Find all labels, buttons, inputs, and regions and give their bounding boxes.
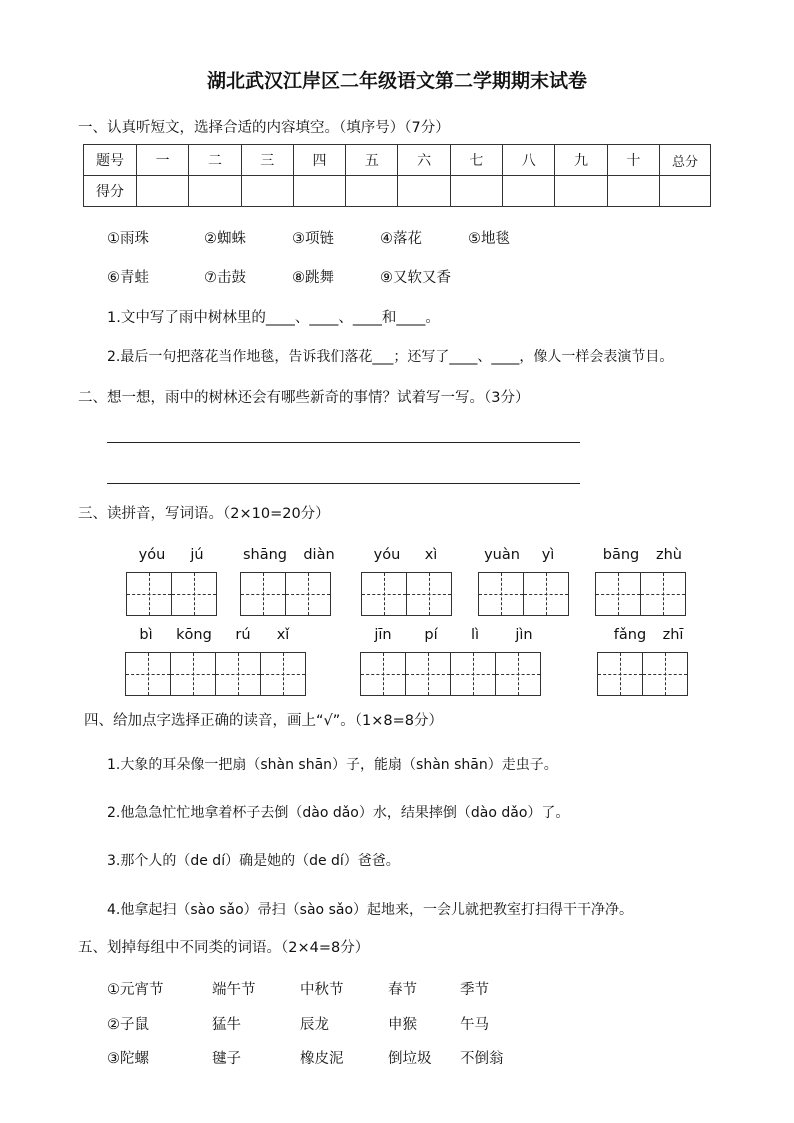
pinyin-label: rú <box>235 627 251 643</box>
answer-line[interactable] <box>107 483 580 484</box>
score-input-cell[interactable] <box>293 176 345 207</box>
pinyin-label: bāng <box>602 547 640 563</box>
writing-grid[interactable] <box>478 572 569 616</box>
pinyin-label: pí <box>424 627 438 643</box>
score-table <box>83 144 711 207</box>
question-4-4: 4.他拿起扫（sào sǎo）帚扫（sào sǎo）起地来，一会儿就把教室打扫得干干净净。 <box>107 902 634 918</box>
writing-cell[interactable] <box>596 572 641 616</box>
score-table-header-row <box>84 145 711 176</box>
writing-cell[interactable] <box>598 652 643 696</box>
word-item[interactable]: 申猴 <box>388 1017 417 1033</box>
writing-grid[interactable] <box>595 572 686 616</box>
section3-heading: 三、读拼音，写词语。（2×10=20分） <box>78 506 330 522</box>
section5-heading: 五、划掉每组中不同类的词语。（2×4=8分） <box>78 940 370 956</box>
word-item[interactable]: ③陀螺 <box>107 1051 149 1067</box>
writing-cell[interactable] <box>171 652 216 696</box>
writing-grid[interactable] <box>126 572 217 616</box>
word-item[interactable]: 不倒翁 <box>460 1051 504 1067</box>
score-input-cell[interactable] <box>503 176 555 207</box>
score-input-cell[interactable] <box>241 176 293 207</box>
score-row-label: 得分 <box>84 176 137 207</box>
option-item: ④落花 <box>380 231 422 247</box>
writing-cell[interactable] <box>641 572 686 616</box>
pinyin-label: jú <box>190 547 204 563</box>
pinyin-label: yóu <box>373 547 401 563</box>
writing-cell[interactable] <box>643 652 688 696</box>
score-table-cell: 六 <box>398 145 450 176</box>
option-item: ⑥青蛙 <box>107 270 149 286</box>
page-title: 湖北武汉江岸区二年级语文第二学期期末试卷 <box>206 70 587 92</box>
score-table-cell: 九 <box>555 145 607 176</box>
pinyin-label: diàn <box>303 547 335 563</box>
pinyin-label: kōng <box>176 627 212 643</box>
score-table-cell: 一 <box>137 145 189 176</box>
writing-grid[interactable] <box>125 652 306 696</box>
writing-cell[interactable] <box>216 652 261 696</box>
score-table-score-row <box>84 176 711 207</box>
writing-grid[interactable] <box>361 572 452 616</box>
pinyin-label: zhī <box>662 627 684 643</box>
word-item[interactable]: 中秋节 <box>300 982 344 998</box>
writing-grid[interactable] <box>597 652 688 696</box>
writing-grid[interactable] <box>360 652 541 696</box>
score-input-cell[interactable] <box>137 176 189 207</box>
pinyin-label: lì <box>470 627 480 643</box>
word-item[interactable]: 辰龙 <box>300 1017 329 1033</box>
writing-cell[interactable] <box>451 652 496 696</box>
score-table-cell: 五 <box>346 145 398 176</box>
pinyin-label: zhù <box>656 547 682 563</box>
section2-heading: 二、想一想，雨中的树林还会有哪些新奇的事情？试着写一写。（3分） <box>78 390 530 406</box>
writing-cell[interactable] <box>479 572 524 616</box>
pinyin-label: xì <box>424 547 438 563</box>
pinyin-label: yóu <box>138 547 166 563</box>
writing-cell[interactable] <box>524 572 569 616</box>
question-1-1: 1.文中写了雨中树林里的____、____、____和____。 <box>107 310 440 326</box>
score-table-cell: 七 <box>450 145 502 176</box>
question-4-1: 1.大象的耳朵像一把扇（shàn shān）子，能扇（shàn shān）走虫子。 <box>107 757 558 773</box>
word-item[interactable]: 春节 <box>388 982 417 998</box>
question-1-2: 2.最后一句把落花当作地毯，告诉我们落花___；还写了____、____，像人一样会表演节目。 <box>107 349 674 365</box>
writing-cell[interactable] <box>261 652 306 696</box>
question-4-2: 2.他急急忙忙地拿着杯子去倒（dào dǎo）水，结果摔倒（dào dǎo）了。 <box>107 805 570 821</box>
pinyin-label: jīn <box>374 627 392 643</box>
writing-cell[interactable] <box>127 572 172 616</box>
score-input-cell[interactable] <box>555 176 607 207</box>
option-item: ③项链 <box>292 231 334 247</box>
option-item: ⑨又软又香 <box>380 270 451 286</box>
word-item[interactable]: ①元宵节 <box>107 982 164 998</box>
word-item[interactable]: 猛牛 <box>212 1017 241 1033</box>
pinyin-label: jìn <box>515 627 533 643</box>
score-table-cell: 总分 <box>660 145 711 176</box>
score-input-cell[interactable] <box>346 176 398 207</box>
option-item: ⑦击鼓 <box>204 270 246 286</box>
word-item[interactable]: 季节 <box>460 982 489 998</box>
score-input-cell[interactable] <box>450 176 502 207</box>
word-item[interactable]: 倒垃圾 <box>388 1051 432 1067</box>
pinyin-label: bì <box>139 627 153 643</box>
writing-cell[interactable] <box>407 572 452 616</box>
word-item[interactable]: 毽子 <box>212 1051 241 1067</box>
writing-cell[interactable] <box>496 652 541 696</box>
option-item: ⑤地毯 <box>468 231 510 247</box>
score-input-cell[interactable] <box>607 176 659 207</box>
writing-grid[interactable] <box>240 572 331 616</box>
writing-cell[interactable] <box>406 652 451 696</box>
word-item[interactable]: 午马 <box>460 1017 489 1033</box>
pinyin-label: shāng <box>242 547 288 563</box>
score-input-cell[interactable] <box>398 176 450 207</box>
score-table-cell: 二 <box>189 145 241 176</box>
word-item[interactable]: 橡皮泥 <box>300 1051 344 1067</box>
writing-cell[interactable] <box>361 652 406 696</box>
writing-cell[interactable] <box>126 652 171 696</box>
writing-cell[interactable] <box>362 572 407 616</box>
question-4-3: 3.那个人的（de dí）确是她的（de dí）爸爸。 <box>107 853 400 869</box>
option-item: ①雨珠 <box>107 231 149 247</box>
writing-cell[interactable] <box>172 572 217 616</box>
word-item[interactable]: 端午节 <box>212 982 256 998</box>
pinyin-label: fǎng <box>613 627 647 643</box>
score-table-cell: 题号 <box>84 145 137 176</box>
score-table-cell: 十 <box>607 145 659 176</box>
writing-cell[interactable] <box>286 572 331 616</box>
section1-heading: 一、认真听短文，选择合适的内容填空。（填序号）（7分） <box>78 120 450 136</box>
pinyin-label: yì <box>541 547 555 563</box>
word-item[interactable]: ②子鼠 <box>107 1017 149 1033</box>
option-item: ②蜘蛛 <box>204 231 246 247</box>
writing-cell[interactable] <box>241 572 286 616</box>
answer-line[interactable] <box>107 442 580 443</box>
option-item: ⑧跳舞 <box>292 270 334 286</box>
score-input-cell[interactable] <box>660 176 711 207</box>
score-table-cell: 三 <box>241 145 293 176</box>
section4-heading: 四、给加点字选择正确的读音，画上“√”。（1×8=8分） <box>84 713 443 729</box>
pinyin-label: xǐ <box>276 627 290 643</box>
pinyin-label: yuàn <box>484 547 520 563</box>
score-table-cell: 四 <box>293 145 345 176</box>
score-table-cell: 八 <box>503 145 555 176</box>
score-input-cell[interactable] <box>189 176 241 207</box>
